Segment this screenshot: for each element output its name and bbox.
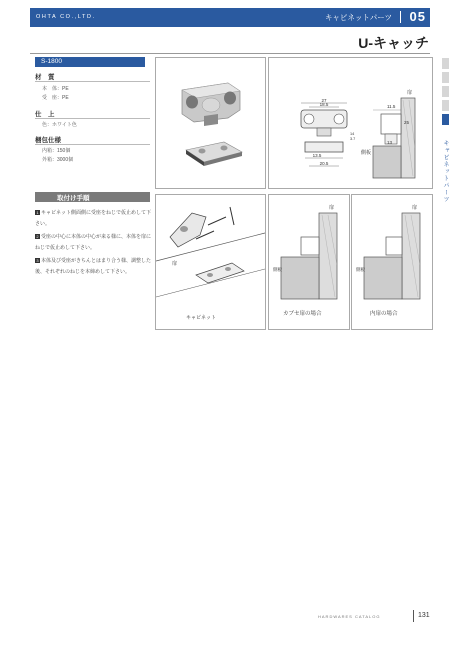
material-item: 受 座：PE	[42, 95, 69, 101]
header-divider	[400, 11, 401, 23]
dim-13: 13	[387, 140, 393, 145]
product-photo	[155, 57, 266, 189]
section-divider	[35, 144, 150, 145]
dim-25: 25	[404, 120, 410, 125]
procedure-step	[35, 208, 153, 230]
procedure-heading-bar	[35, 192, 150, 202]
model-label: S-1800	[35, 57, 145, 67]
overlay-door-diagram	[268, 194, 350, 330]
brand-logo: OHTA CO.,LTD.	[36, 14, 96, 20]
catalog-label: HARDWARES CATALOG	[318, 614, 381, 619]
inset-caption: 内扉の場合	[370, 311, 398, 317]
side-panel-label: 側板	[361, 150, 372, 156]
page-number: 131	[418, 612, 430, 619]
door-label: 扉	[412, 205, 418, 211]
dim-27: 27	[321, 98, 327, 103]
side-index-tab[interactable]	[442, 100, 449, 111]
side-index-label: キャビネットパーツ	[442, 140, 448, 203]
material-item: 本 体：PE	[42, 86, 69, 92]
packaging-item: 外箱：3000個	[42, 157, 74, 163]
overlay-caption: カブセ扉の場合	[283, 311, 322, 317]
procedure-step	[35, 232, 153, 254]
step-number: 2	[36, 234, 39, 240]
dim-14: 14	[350, 132, 355, 136]
step-text: 受座の中心に本体の中心が来る様に、本体を扉にねじで仮止めして下さい。	[35, 234, 152, 251]
procedure-heading: 取付け手順	[57, 195, 90, 202]
material-heading: 材 質	[35, 74, 55, 81]
procedure-step	[35, 256, 153, 278]
side-index-tab[interactable]	[442, 86, 449, 97]
footer-divider	[413, 610, 414, 622]
step-number: 1	[36, 210, 39, 216]
dim-18-5: 18.5	[319, 102, 329, 107]
step-text: 本体及び受座がきちんとはまり合う様、調整した後、それぞれのねじを本締めして下さい。	[35, 258, 152, 275]
dim-13-5: 13.5	[312, 153, 322, 158]
door-label: 扉	[407, 90, 413, 96]
packaging-heading: 梱包仕様	[35, 137, 61, 144]
header-bar	[30, 8, 430, 27]
page-title: U-キャッチ	[358, 35, 429, 51]
step-number: 3	[36, 258, 39, 264]
door-label: 扉	[172, 261, 178, 267]
side-index-tab-active[interactable]	[442, 114, 449, 125]
section-divider	[35, 81, 150, 82]
packaging-item: 内箱：150個	[42, 148, 71, 154]
door-label: 扉	[329, 205, 335, 211]
installation-diagram	[155, 194, 266, 330]
side-panel-label: 側板	[273, 267, 282, 272]
dim-20-5: 20.5	[319, 161, 329, 166]
section-divider	[35, 118, 150, 119]
cabinet-label: キャビネット	[186, 315, 217, 321]
title-divider	[30, 53, 430, 54]
category-label: キャビネットパーツ	[324, 13, 392, 22]
side-index-tab[interactable]	[442, 58, 449, 69]
dim-3-7: 3.7	[350, 137, 356, 141]
inset-door-diagram	[351, 194, 433, 330]
dim-11-5: 11.5	[387, 104, 396, 109]
dimension-drawing	[268, 57, 433, 189]
side-index-tab[interactable]	[442, 72, 449, 83]
step-text: キャビネット側面側に受座をねじで仮止めして下さい。	[35, 210, 152, 227]
finish-item: 色：ホワイト色	[42, 122, 77, 128]
finish-heading: 仕 上	[35, 111, 55, 118]
side-panel-label: 側板	[356, 267, 365, 272]
section-number: 05	[409, 9, 426, 24]
